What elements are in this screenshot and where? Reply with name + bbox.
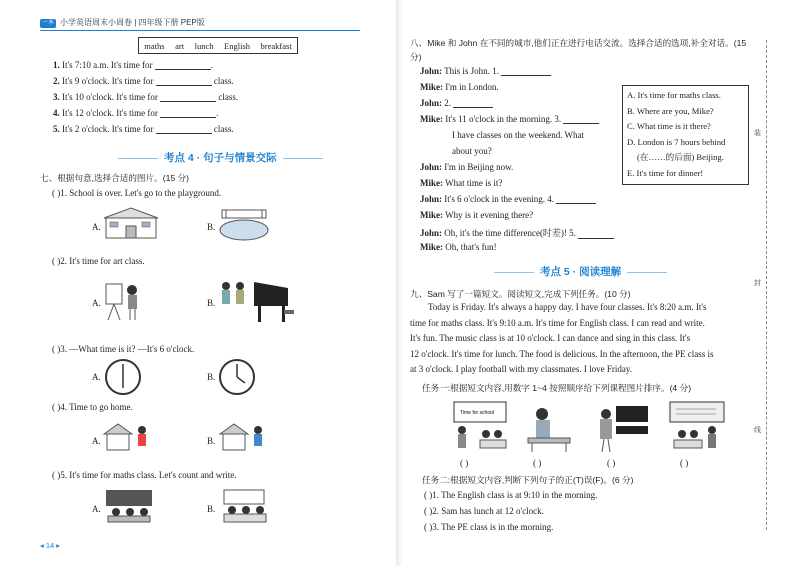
tf-item-2 <box>424 506 544 516</box>
answer-blank[interactable] <box>156 85 212 86</box>
music-class-image[interactable] <box>218 276 296 328</box>
item-number: ( )1. <box>52 188 67 198</box>
answer-blank[interactable] <box>160 117 216 118</box>
item-text: It's 9 o'clock. It's time for <box>62 76 154 86</box>
item-number: ( )4. <box>52 402 67 412</box>
section-label: 考点 5 · 阅读理解 <box>540 266 622 278</box>
item-text: The English class is at 9:10 in the morning. <box>441 490 598 500</box>
art-class-image[interactable] <box>102 276 148 324</box>
binding-line <box>766 40 767 530</box>
dialog-line <box>420 162 632 178</box>
passage-line: at 3 o'clock. I play football with my classmates. I love Friday. <box>410 364 632 374</box>
item-number: ( )1. <box>424 490 439 500</box>
binding-char: 装 <box>754 130 761 137</box>
option-a-label: A. <box>92 222 101 232</box>
item-suffix: . <box>210 60 213 70</box>
option-b: B. Where are you, Mike? <box>627 105 714 116</box>
utterance: I'm in London. <box>445 82 499 92</box>
school-building-image[interactable] <box>102 206 160 242</box>
answer-blank[interactable] <box>501 75 551 76</box>
speaker: John: <box>420 194 443 204</box>
option-a-label: A. <box>92 436 101 446</box>
fill-blank-5 <box>53 124 234 134</box>
q7-item-4 <box>52 402 133 412</box>
passage-line: It's fun. The music class is at 10 o'clock. I can dance and sing in this class. It's <box>410 333 691 343</box>
option-c: C. What time is it there? <box>627 121 711 132</box>
dialog-line: I have classes on the weekend. What <box>452 130 585 140</box>
speaker: John: <box>420 66 443 76</box>
item-text: The PE class is in the morning. <box>441 522 554 532</box>
speaker: Mike: <box>420 114 443 124</box>
lunch-image[interactable] <box>524 402 574 454</box>
item-number: 1. <box>53 60 60 70</box>
utterance: Oh, that's fun! <box>445 242 497 252</box>
order-paren[interactable]: ( ) <box>680 458 689 468</box>
maths-lesson-image[interactable] <box>666 400 728 452</box>
passage <box>410 302 780 380</box>
item-number: 5. <box>53 124 60 134</box>
speaker: John: <box>420 98 443 108</box>
item-text: —What time is it? —It's 6 o'clock. <box>69 344 195 354</box>
item-number: ( )2. <box>424 506 439 516</box>
options-box <box>622 85 749 185</box>
utterance: What time is it? <box>445 178 503 188</box>
title-dash <box>627 272 667 273</box>
fill-blank-2 <box>53 76 234 86</box>
order-paren[interactable]: ( ) <box>607 458 616 468</box>
header-title: 小学英语周末小周卷 | 四年级下册 PEP版 <box>60 18 205 27</box>
tf-item-1 <box>424 490 597 500</box>
option-b-label: B. <box>207 222 216 232</box>
option-b-label: B. <box>207 298 216 308</box>
dialog-line <box>420 178 632 194</box>
english-class-image[interactable] <box>218 488 272 524</box>
word-box <box>138 37 298 54</box>
section-label: 考点 4 · 句子与情景交际 <box>164 152 277 164</box>
title-dash <box>118 158 158 159</box>
dialog <box>420 66 632 258</box>
fill-blank-4 <box>53 108 218 118</box>
dialog-line <box>420 66 632 82</box>
maths-class-image[interactable] <box>102 488 156 524</box>
title-dash <box>494 272 534 273</box>
q7-item-1 <box>52 188 221 198</box>
q7-heading: 七、根据句意,选择合适的图片。(15 分) <box>40 173 189 183</box>
item-text: Sam has lunch at 12 o'clock. <box>441 506 544 516</box>
item-suffix: class. <box>213 76 234 86</box>
answer-blank[interactable] <box>578 238 614 239</box>
passage-line: time for maths class. It's 9:10 a.m. It's time for English class. I can read and write. <box>410 317 705 328</box>
utterance: Why is it evening there? <box>445 210 534 220</box>
q7-item-5 <box>52 470 236 480</box>
q7-item-3 <box>52 344 194 354</box>
passage-line: 12 o'clock. It's time for lunch. The food is delicious. In the afternoon, the PE class is <box>410 348 714 359</box>
item-number: ( )5. <box>52 470 67 480</box>
word: lunch <box>194 40 214 51</box>
left-page <box>0 0 398 566</box>
q7-item-2 <box>52 256 145 266</box>
speaker: Mike: <box>420 82 443 92</box>
utterance: Oh, it's the time difference(时差)! 5. <box>444 228 576 238</box>
item-text: School is over. Let's go to the playground. <box>69 188 222 198</box>
page-number: ◂ 14 ▸ <box>40 541 61 550</box>
answer-blank[interactable] <box>556 203 596 204</box>
speaker: John: <box>420 162 443 172</box>
item-number: 2. <box>53 76 60 86</box>
option-b-label: B. <box>207 372 216 382</box>
going-school-image[interactable] <box>218 420 270 454</box>
word: English <box>224 40 251 51</box>
header-divider <box>40 30 360 31</box>
option-a-label: A. <box>92 504 101 514</box>
speaker: Mike: <box>420 210 443 220</box>
item-text: It's time for art class. <box>69 256 145 266</box>
dialog-line <box>420 226 632 242</box>
binding-char: 线 <box>754 427 761 434</box>
option-d: D. London is 7 hours behind <box>627 136 726 147</box>
item-number: ( )3. <box>52 344 67 354</box>
item-number: 4. <box>53 108 60 118</box>
option-b-label: B. <box>207 436 216 446</box>
tf-item-3 <box>424 522 553 532</box>
section-4-title <box>112 150 329 165</box>
binding-char: 封 <box>754 280 761 287</box>
dialog-line <box>420 194 632 210</box>
q9-heading: 九、Sam 写了一篇短文。阅读短文,完成下列任务。(10 分) <box>410 289 631 299</box>
answer-blank[interactable] <box>155 69 211 70</box>
item-number: 3. <box>53 92 60 102</box>
dialog-line <box>420 210 632 226</box>
english-lesson-image[interactable] <box>450 400 512 452</box>
board-text: Time for school <box>460 410 494 416</box>
word: art <box>175 40 185 51</box>
item-number: ( )3. <box>424 522 439 532</box>
item-suffix: class. <box>213 124 234 134</box>
answer-blank[interactable] <box>160 101 216 102</box>
word: maths <box>144 40 165 51</box>
section-5-title <box>488 264 673 279</box>
dialog-line <box>420 242 632 258</box>
word: breakfast <box>260 40 292 51</box>
fill-blank-3 <box>53 92 238 102</box>
option-d-cont: (在……的后面) Beijing. <box>637 152 724 163</box>
dialog-line <box>420 82 632 98</box>
speaker: Mike: <box>420 242 443 252</box>
speaker: John: <box>420 228 443 238</box>
option-a-label: A. <box>92 372 101 382</box>
dialog-line <box>420 98 632 114</box>
answer-blank[interactable] <box>156 133 212 134</box>
task2-heading: 任务二:根据短文内容,判断下列句子的正(T)误(F)。(6 分) <box>422 475 634 485</box>
page-number-text: 14 <box>45 541 55 550</box>
utterance: It's 6 o'clock in the evening. 4. <box>444 194 554 204</box>
answer-blank[interactable] <box>563 123 599 124</box>
task1-heading: 任务一:根据短文内容,用数字 1~4 按照顺序给下列课程图片排序。(4 分) <box>422 383 692 393</box>
option-a-label: A. <box>92 298 101 308</box>
fill-blank-1 <box>53 60 213 70</box>
item-text: Time to go home. <box>69 402 133 412</box>
option-e: E. It's time for dinner! <box>627 167 704 178</box>
item-number: ( )2. <box>52 256 67 266</box>
order-paren[interactable]: ( ) <box>533 458 542 468</box>
speaker: Mike: <box>420 178 443 188</box>
clock-icon[interactable] <box>218 358 256 396</box>
item-suffix: class. <box>218 92 239 102</box>
option-b-label: B. <box>207 504 216 514</box>
q8-heading: 八、Mike 和 John 在不同的城市,他们正在进行电话交流。选择合适的选项,补全对话。(15 分) <box>410 38 747 62</box>
item-text: It's 10 o'clock. It's time for <box>62 92 158 102</box>
right-page <box>402 0 800 566</box>
item-text: It's 2 o'clock. It's time for <box>62 124 154 134</box>
title-dash <box>283 158 323 159</box>
utterance: 2. <box>444 98 452 108</box>
order-paren[interactable]: ( ) <box>460 458 469 468</box>
item-suffix: . <box>216 108 219 118</box>
utterance: This is John. 1. <box>444 66 499 76</box>
item-text: It's time for maths class. Let's count and write. <box>69 470 237 480</box>
dialog-line: about you? <box>452 146 492 156</box>
clock-icon[interactable] <box>104 358 142 396</box>
utterance: I'm in Beijing now. <box>444 162 514 172</box>
header-badge: 一本 <box>41 20 54 26</box>
item-text: It's 12 o'clock. It's time for <box>62 108 158 118</box>
passage-line: Today is Friday. It's always a happy day. I have four classes. It's 8:20 a.m. It's <box>428 302 707 312</box>
answer-blank[interactable] <box>453 107 493 108</box>
option-a: A. It's time for maths class. <box>627 90 721 100</box>
going-home-image[interactable] <box>102 420 154 454</box>
utterance: It's 11 o'clock in the morning. 3. <box>445 114 562 124</box>
item-text: It's 7:10 a.m. It's time for <box>62 60 153 70</box>
music-lesson-image[interactable] <box>594 402 652 454</box>
playground-image[interactable] <box>218 206 270 242</box>
dialog-line <box>420 114 632 130</box>
